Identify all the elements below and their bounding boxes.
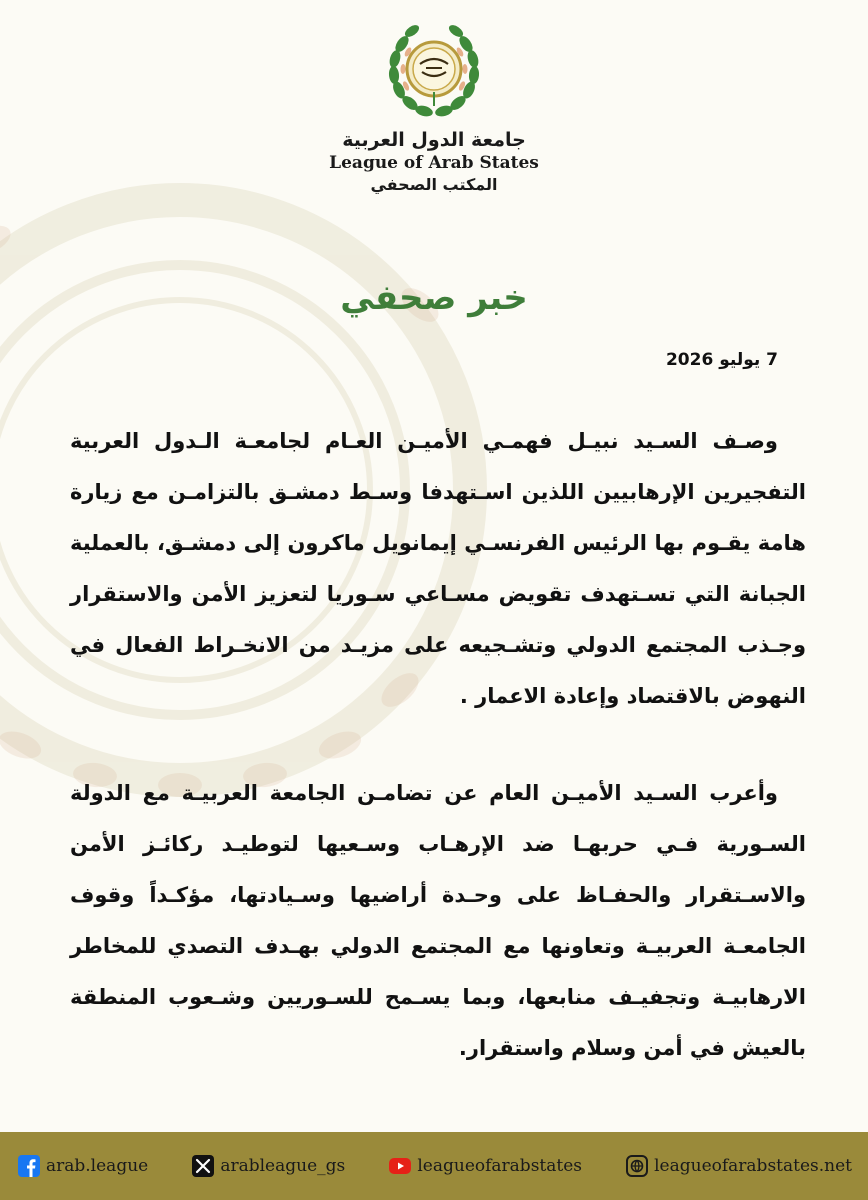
body-paragraph-1: وصـف السـيد نبيـل فهمـي الأميـن العـام لجامعـة الـدول العربية التفجيرين الإرهابيين اللذين اسـتهدفا وسـط دمشـق بالتزامـن مع زيارة هامة يقـوم بها الرئيس الفرنسـي إيمانويل ماكرون إلى دمشـق، بالعملية الجبانة التي تسـتهدف تقويض مسـاعي سـوريا لتعزيز الأمن والاستقرار وجـذب المجتمع الدولي وتشـجيعه على مزيـد من الانخـراط الفعال في النهوض بالاقتصاد وإعادة الاعمار . [70, 429, 806, 708]
social-footer [0, 1132, 868, 1200]
press-office-label: المكتب الصحفي [370, 175, 498, 194]
facebook-icon [18, 1155, 40, 1177]
x-handle: arableague_gs [220, 1156, 346, 1176]
x-link[interactable] [192, 1155, 345, 1177]
document-date: 7 يوليو 2026 [665, 350, 778, 370]
letterhead [0, 14, 868, 196]
emblem-logo [382, 14, 486, 124]
org-name-english: League of Arab States [329, 153, 539, 173]
youtube-link[interactable] [389, 1155, 582, 1177]
facebook-link[interactable] [18, 1155, 148, 1177]
youtube-icon [389, 1155, 411, 1177]
website-link[interactable] [626, 1155, 852, 1177]
facebook-handle: arab.league [46, 1156, 149, 1176]
website-icon [626, 1155, 648, 1177]
website-url: leagueofarabstates.net [654, 1156, 852, 1176]
x-icon [192, 1155, 214, 1177]
youtube-handle: leagueofarabstates [417, 1156, 582, 1176]
body-paragraph-2: وأعرب السـيد الأميـن العام عن تضامـن الجامعة العربيـة مع الدولة السـورية فـي حربهـا ضد الإرهـاب وسـعيها لتوطيـد ركائـز الأمن والاسـتقرار والحفـاظ على وحـدة أراضيها وسـيادتها، مؤكـداً وقوف الجامعـة العربيـة وتعاونها مع المجتمع الدولي بهـدف التصدي للمخاطر الارهابيـة وتجفيـف منابعها، وبما يسـمح للسـوريين وشـعوب المنطقة بالعيش في أمن وسلام واستقرار. [70, 781, 806, 1060]
org-name-arabic: جامعة الدول العربية [342, 129, 526, 151]
document-title: خبر صحفي [340, 278, 528, 318]
